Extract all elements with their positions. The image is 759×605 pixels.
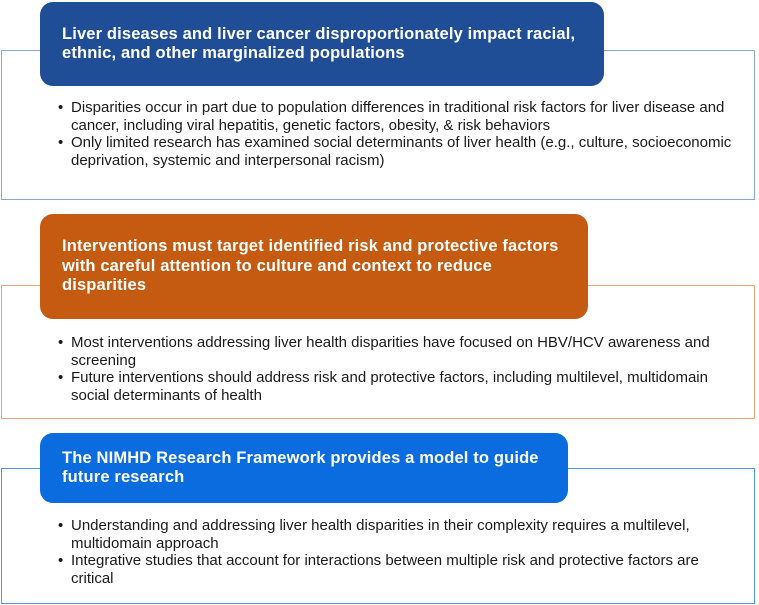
section-header [40, 2, 604, 86]
bullet-text: Disparities occur in part due to population differences in traditional risk factors for liver disease and cancer, including viral hepatitis, genetic factors, obesity, & risk behaviors [71, 99, 725, 134]
bullet-icon: • [58, 369, 64, 387]
section-header [40, 214, 588, 319]
bullet-icon: • [58, 99, 64, 116]
bullet-icon: • [58, 134, 64, 152]
bullet-item [58, 552, 739, 587]
bullet-list [58, 334, 739, 404]
bullet-item [58, 517, 739, 552]
bullet-icon: • [58, 552, 64, 570]
bullet-text: Only limited research has examined social determinants of liver health (e.g., culture, socioeconomic deprivation, systemic and interpersonal racism) [71, 134, 732, 169]
bullet-icon: • [58, 517, 64, 534]
bullet-icon: • [58, 334, 64, 351]
bullet-list [58, 99, 739, 169]
bullet-list [58, 517, 739, 587]
bullet-text: Future interventions should address risk and protective factors, including multilevel, multidomain social determinants of health [71, 369, 708, 404]
bullet-item [58, 99, 739, 134]
bullet-item [58, 134, 739, 169]
section-title: Interventions must target identified risk and protective factors with careful attention to culture and context to reduce disparities [62, 237, 559, 295]
bullet-item [58, 334, 739, 369]
bullet-item [58, 369, 739, 404]
section-title: Liver diseases and liver cancer disproportionately impact racial, ethnic, and other marginalized populations [62, 24, 576, 62]
bullet-text: Integrative studies that account for interactions between multiple risk and protective factors are critical [71, 552, 699, 587]
bullet-text: Most interventions addressing liver health disparities have focused on HBV/HCV awareness and screening [71, 334, 710, 369]
section-title: The NIMHD Research Framework provides a model to guide future research [62, 448, 539, 486]
section-header [40, 433, 568, 503]
bullet-text: Understanding and addressing liver health disparities in their complexity requires a multilevel, multidomain approach [71, 517, 690, 552]
